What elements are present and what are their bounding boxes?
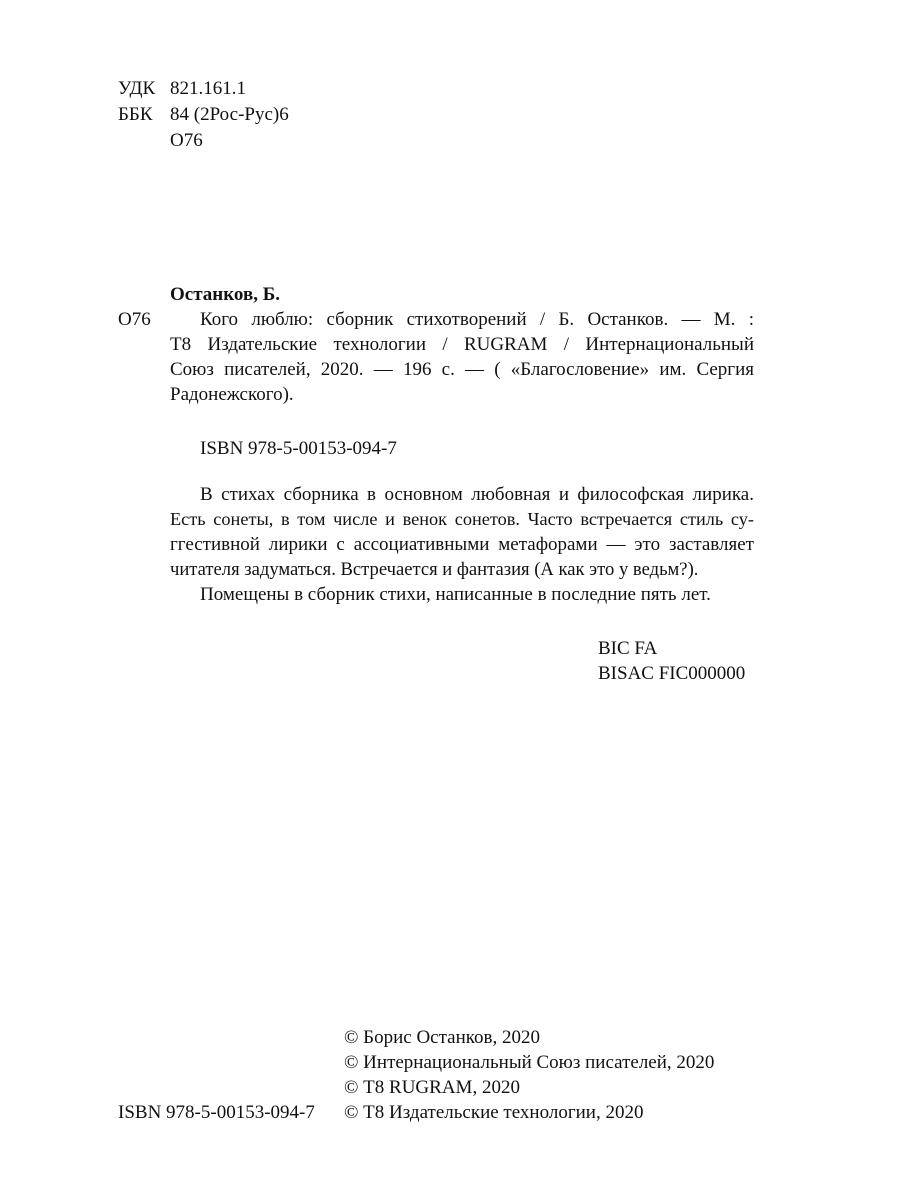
udk-value: 821.161.1	[170, 78, 246, 99]
copyright-line-3: © Т8 RUGRAM, 2020	[344, 1077, 520, 1098]
bic-code: BIC FA	[598, 638, 658, 659]
catalog-line-1: Кого люблю: сборник стихотворений / Б. Останков. — М. :	[200, 309, 754, 330]
footer-isbn: ISBN 978-5-00153-094-7	[118, 1102, 315, 1123]
bbk-label: ББК	[118, 104, 153, 125]
author-mark-top: О76	[170, 130, 203, 151]
catalog-author: Останков, Б.	[170, 284, 281, 305]
annotation-line-1: В стихах сборника в основном любовная и философская лирика.	[200, 484, 754, 505]
annotation-line-3: ггестивной лирики с ассоциативными метафорами — это заставляет	[170, 534, 754, 555]
bbk-line	[118, 102, 289, 127]
copyright-line-4: © Т8 Издательские технологии, 2020	[344, 1102, 644, 1123]
catalog-isbn: ISBN 978-5-00153-094-7	[200, 438, 397, 459]
copyright-line-1: © Борис Останков, 2020	[344, 1027, 540, 1048]
catalog-line-3: Союз писателей, 2020. — 196 с. — ( «Благословение» им. Сергия	[170, 359, 754, 380]
copyright-line-2: © Интернациональный Союз писателей, 2020	[344, 1052, 715, 1073]
annotation-line-4: читателя задуматься. Встречается и фантазия (А как это у ведьм?).	[170, 559, 699, 580]
catalog-line-4: Радонежского).	[170, 384, 294, 405]
udk-label: УДК	[118, 78, 156, 99]
catalog-line-2: Т8 Издательские технологии / RUGRAM / Интернациональный	[170, 334, 754, 355]
annotation-line-5: Помещены в сборник стихи, написанные в последние пять лет.	[200, 584, 711, 605]
bisac-code: BISAC FIC000000	[598, 663, 746, 684]
catalog-mark: О76	[118, 309, 151, 330]
udk-line	[118, 76, 246, 101]
annotation-line-2: Есть сонеты, в том числе и венок сонетов. Часто встречается стиль су-	[170, 509, 754, 529]
bbk-value: 84 (2Рос-Рус)6	[170, 104, 289, 125]
